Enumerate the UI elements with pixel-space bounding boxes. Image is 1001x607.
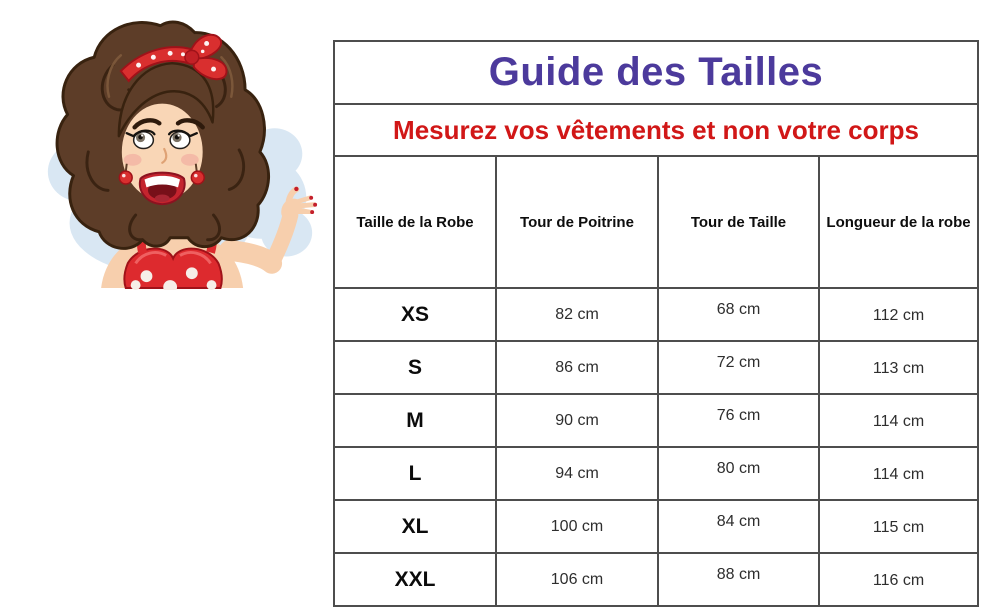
bust-cell: 82 cm: [496, 288, 658, 341]
length-cell: 112 cm: [819, 288, 978, 341]
length-cell: 116 cm: [819, 553, 978, 606]
size-cell: XL: [334, 500, 496, 553]
bust-cell: 100 cm: [496, 500, 658, 553]
pinup-girl-illustration: [40, 4, 320, 290]
table-row-s: [334, 341, 978, 394]
bust-cell: 94 cm: [496, 447, 658, 500]
waist-cell: 68 cm: [658, 288, 819, 341]
length-cell: 114 cm: [819, 394, 978, 447]
size-cell: XXL: [334, 553, 496, 606]
header-row: [334, 156, 978, 288]
table-row-m: [334, 394, 978, 447]
pinup-girl-graphic: [40, 4, 320, 290]
size-cell: L: [334, 447, 496, 500]
table-row-xl: [334, 500, 978, 553]
bust-cell: 106 cm: [496, 553, 658, 606]
bust-cell: 90 cm: [496, 394, 658, 447]
column-header-size: Taille de la Robe: [334, 156, 496, 288]
waist-cell: 84 cm: [658, 500, 819, 553]
waist-cell: 88 cm: [658, 553, 819, 606]
table-row-l: [334, 447, 978, 500]
waist-cell: 72 cm: [658, 341, 819, 394]
table-row-xs: [334, 288, 978, 341]
page-subtitle: Mesurez vos vêtements et non votre corps: [334, 104, 978, 156]
length-cell: 115 cm: [819, 500, 978, 553]
table-row-xxl: [334, 553, 978, 606]
page-title: Guide des Tailles: [334, 41, 978, 104]
title-row: [334, 41, 978, 104]
size-cell: M: [334, 394, 496, 447]
subtitle-row: [334, 104, 978, 156]
waist-cell: 76 cm: [658, 394, 819, 447]
bust-cell: 86 cm: [496, 341, 658, 394]
size-guide-table: [333, 40, 979, 607]
size-cell: XS: [334, 288, 496, 341]
length-cell: 113 cm: [819, 341, 978, 394]
column-header-waist: Tour de Taille: [658, 156, 819, 288]
column-header-length: Longueur de la robe: [819, 156, 978, 288]
column-header-bust: Tour de Poitrine: [496, 156, 658, 288]
size-cell: S: [334, 341, 496, 394]
length-cell: 114 cm: [819, 447, 978, 500]
waist-cell: 80 cm: [658, 447, 819, 500]
